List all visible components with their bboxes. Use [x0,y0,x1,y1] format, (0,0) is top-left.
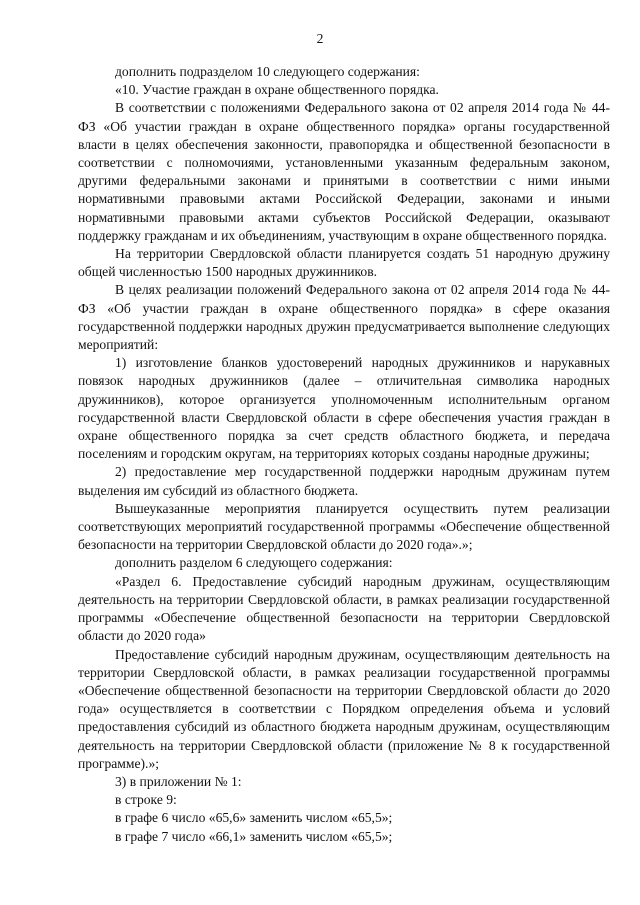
paragraph: В соответствии с положениями Федерального закона от 02 апреля 2014 года № 44-ФЗ «Об участии граждан в охране общественного порядка» органы государственной власти в целях обеспечения законности, правопорядка и общественной безопасности в соответствии с полномочиями, установленными указанным федеральным законом, другими федеральными законами и принятыми в соответствии с ними иными нормативными правовыми актами Российской Федерации, законами и иными нормативными правовыми актами субъектов Российской Федерации, оказывают поддержку гражданам и их объединениям, участвующим в охране общественного порядка. [78,100,610,243]
paragraph: Вышеуказанные мероприятия планируется осуществить путем реализации соответствующих мероприятий государственной программы «Обеспечение общественной безопасности на территории Свердловской области до 2020 года».»; [78,500,610,553]
list-item: 2) предоставление мер государственной поддержки народным дружинам путем выделения им субсидий из областного бюджета. [78,464,610,498]
paragraph: в графе 7 число «66,1» заменить числом «65,5»; [115,828,393,844]
paragraph: 3) в приложении № 1: [115,773,242,789]
paragraph: в строке 9: [115,792,177,808]
paragraph: «10. Участие граждан в охране общественного порядка. [115,82,439,98]
paragraph: Предоставление субсидий народным дружинам, осуществляющим деятельность на территории Свердловской области, в рамках реализации государственной программы «Обеспечение общественной безопасности на территории Свердловской области до 2020 года» осуществляется в соответствии с Порядком определения объема и условий предоставления субсидий из областного бюджета народным дружинам, осуществляющим деятельность на территории Свердловской области (приложение № 8 к государственной программе).»; [78,646,610,771]
paragraph: На территории Свердловской области планируется создать 51 народную дружину общей численностью 1500 народных дружинников. [78,246,610,280]
list-item: 1) изготовление бланков удостоверений народных дружинников и нарукавных повязок народных дружинников (далее – отличительная символика народных дружинников), которое организуется уполномоченным исполнительным органом государственной власти Свердловской области в сфере обеспечения участия граждан в охране общественного порядка за счет средств областного бюджета, и передача поселениям и городским округам, на территориях которых созданы народные дружины; [78,355,610,462]
document-body [78,63,610,846]
paragraph: дополнить подразделом 10 следующего содержания: [115,64,420,79]
paragraph: В целях реализации положений Федерального закона от 02 апреля 2014 года № 44-ФЗ «Об участии граждан в охране общественного порядка» в сфере оказания государственной поддержки народных дружин предусматривается выполнение следующих мероприятий: [78,282,610,353]
page-number: 2 [316,31,324,46]
section-heading: «Раздел 6. Предоставление субсидий народным дружинам, осуществляющим деятельность на территории Свердловской области, в рамках реализации государственной программы «Обеспечение общественной безопасности на территории Свердловской области до 2020 года» [78,573,610,644]
paragraph: в графе 6 число «65,6» заменить числом «65,5»; [115,810,393,826]
paragraph: дополнить разделом 6 следующего содержания: [115,555,393,571]
